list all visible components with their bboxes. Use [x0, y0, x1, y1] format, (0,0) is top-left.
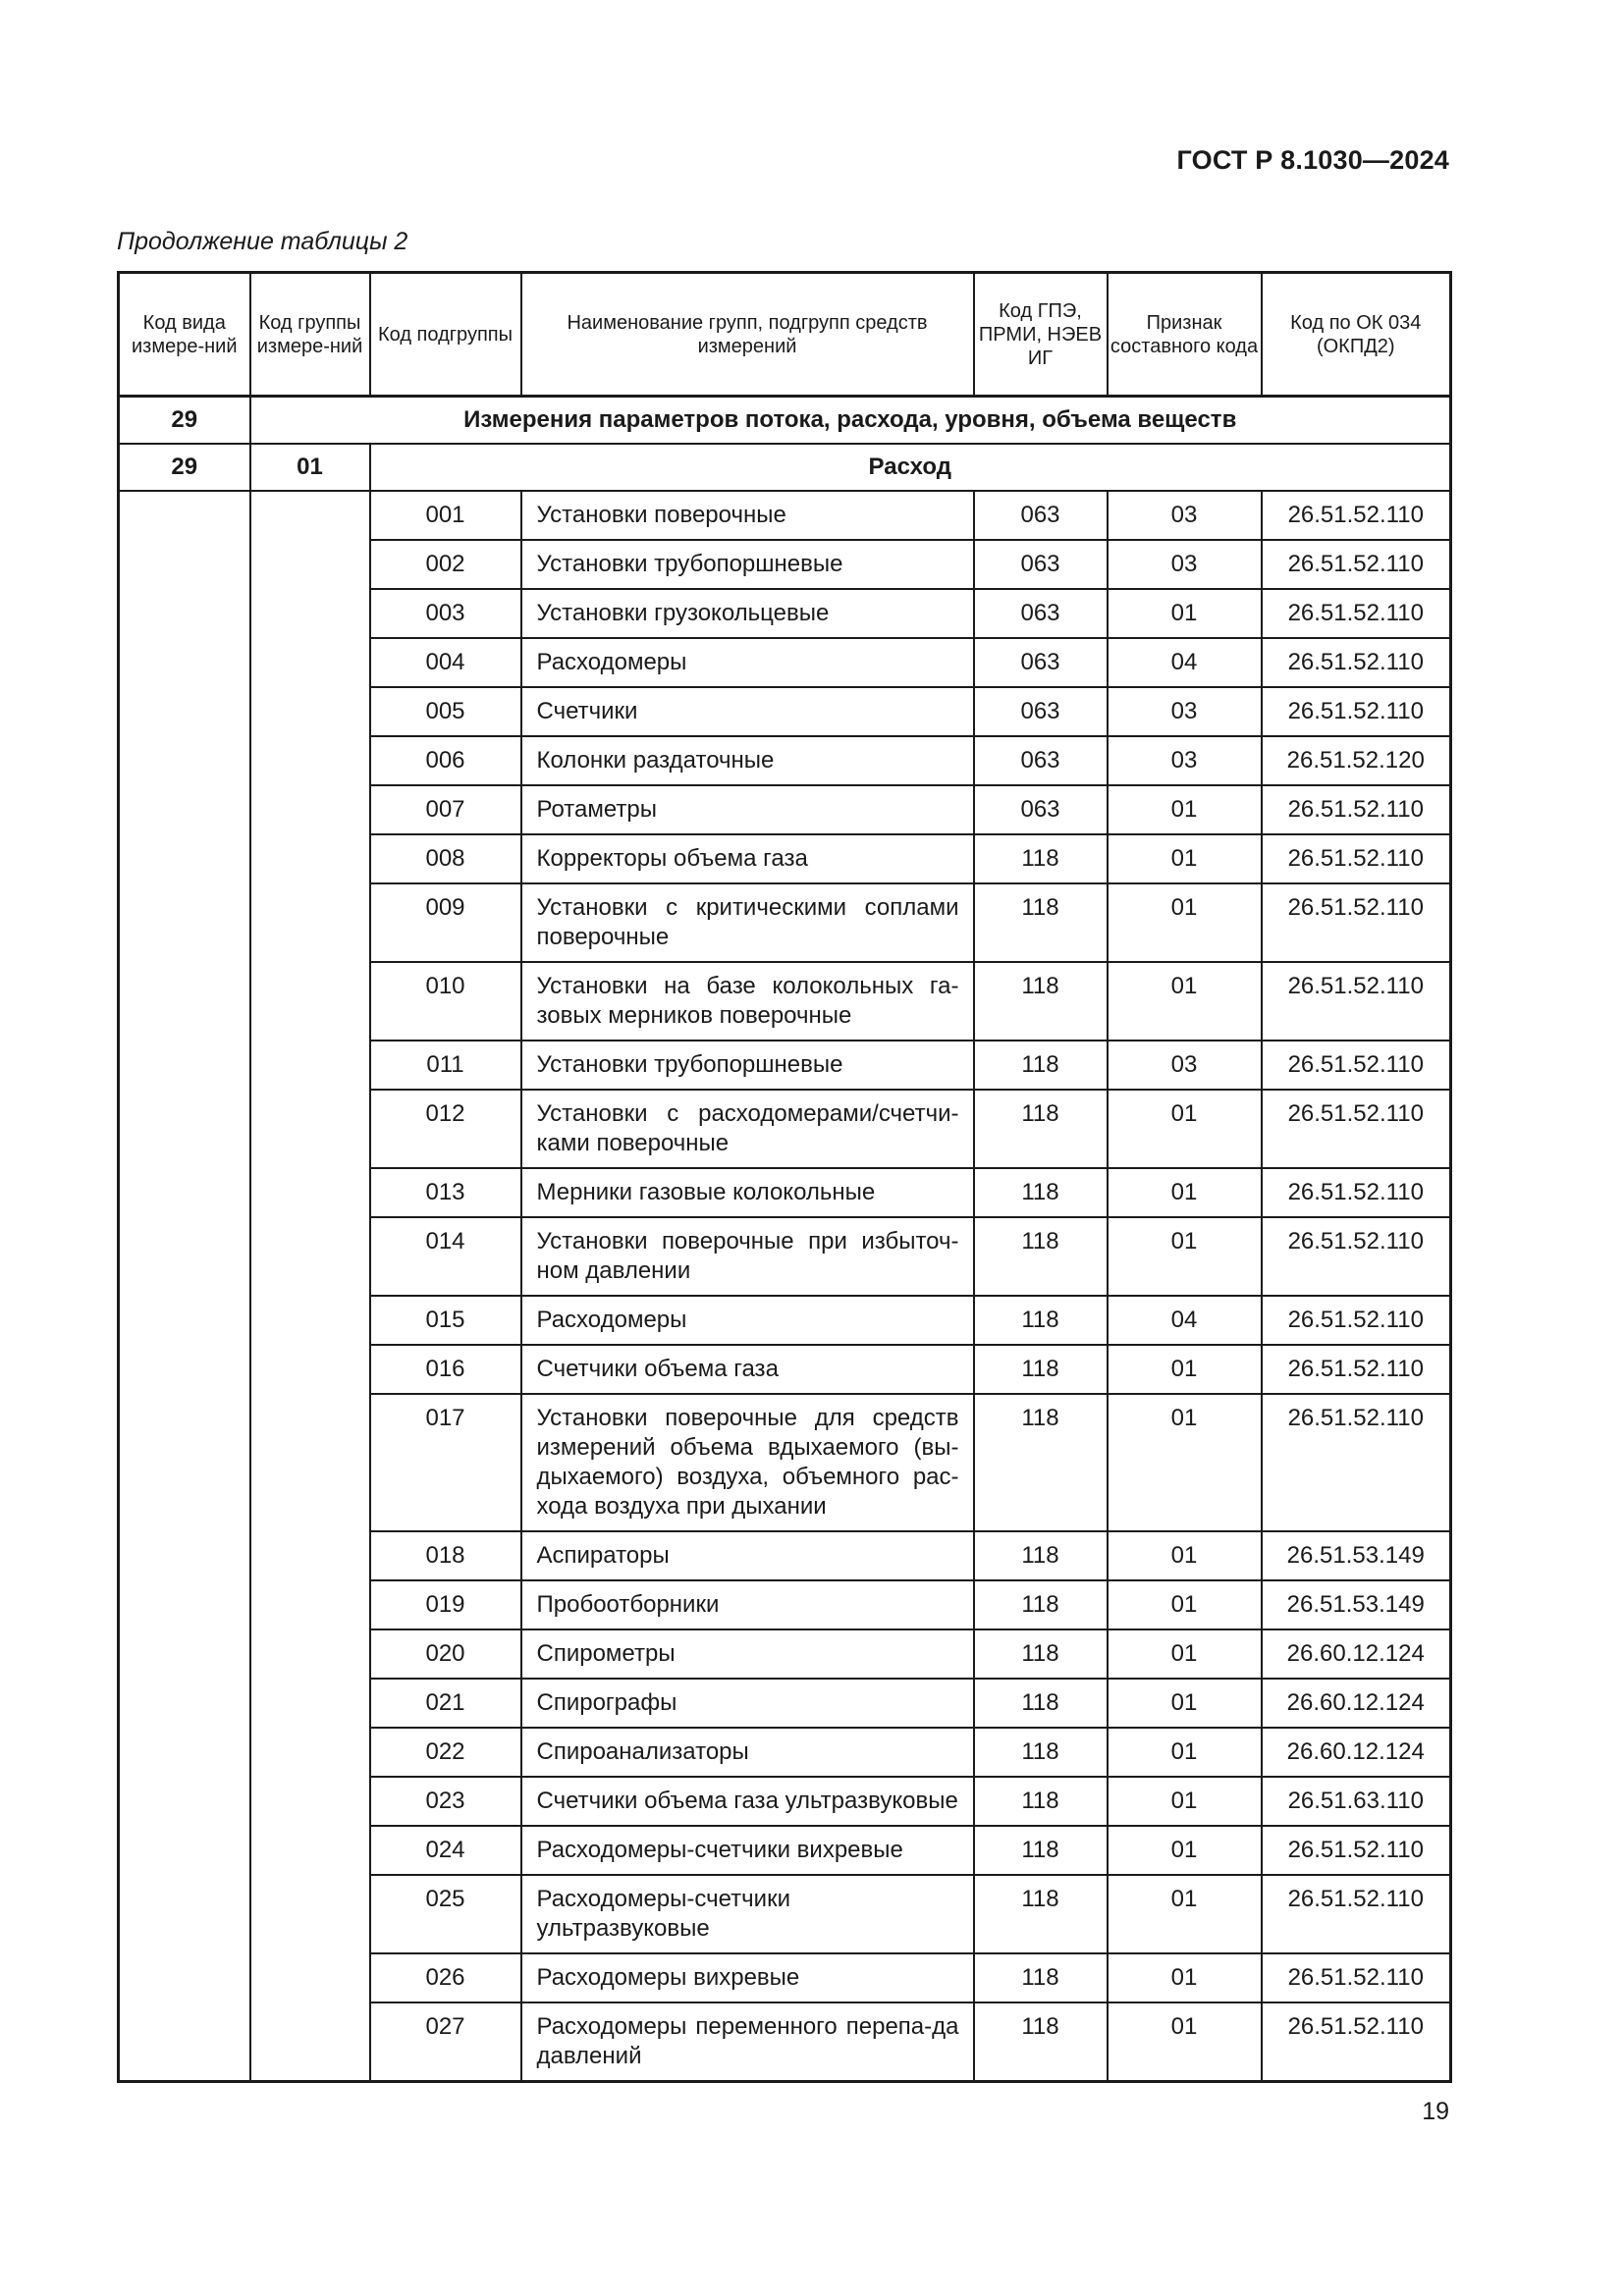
table-row — [119, 491, 1451, 540]
composite-flag-cell: 01 — [1108, 883, 1262, 962]
name-cell: Установки на базе колокольных га-зовых мерников поверочные — [521, 962, 974, 1041]
subgroup-code-cell: 002 — [370, 540, 521, 589]
name-cell: Спирометры — [521, 1629, 974, 1679]
section-row — [119, 397, 1451, 445]
section-title: Измерения параметров потока, расхода, уровня, объема веществ — [250, 397, 1451, 445]
okpd-code-cell: 26.51.52.110 — [1262, 1168, 1451, 1217]
gpe-code-cell: 118 — [974, 1826, 1108, 1875]
gpe-code-cell: 118 — [974, 2002, 1108, 2082]
subgroup-code-cell: 004 — [370, 638, 521, 687]
subgroup-code-cell: 017 — [370, 1394, 521, 1531]
composite-flag-cell: 01 — [1108, 1168, 1262, 1217]
okpd-code-cell: 26.51.52.110 — [1262, 491, 1451, 540]
composite-flag-cell: 01 — [1108, 589, 1262, 638]
measurement-codes-table — [117, 271, 1452, 2083]
name-cell: Спироанализаторы — [521, 1728, 974, 1777]
gpe-code-cell: 118 — [974, 962, 1108, 1041]
composite-flag-cell: 01 — [1108, 1580, 1262, 1629]
subgroup-code-cell: 009 — [370, 883, 521, 962]
subgroup-code-cell: 012 — [370, 1090, 521, 1168]
table-caption: Продолжение таблицы 2 — [117, 228, 408, 255]
okpd-code-cell: 26.51.52.120 — [1262, 736, 1451, 785]
okpd-code-cell: 26.51.52.110 — [1262, 1041, 1451, 1090]
column-header-composite-flag: Признак составного кода — [1108, 273, 1262, 397]
composite-flag-cell: 01 — [1108, 1728, 1262, 1777]
page-number: 19 — [1422, 2098, 1449, 2125]
column-header-gpe-code: Код ГПЭ, ПРМИ, НЭЕВ ИГ — [974, 273, 1108, 397]
name-cell: Расходомеры-счетчики ультразвуковые — [521, 1875, 974, 1953]
subgroup-code-cell: 008 — [370, 834, 521, 883]
gpe-code-cell: 118 — [974, 1679, 1108, 1728]
composite-flag-cell: 01 — [1108, 1090, 1262, 1168]
composite-flag-cell: 01 — [1108, 1953, 1262, 2002]
subgroup-code-cell: 018 — [370, 1531, 521, 1580]
column-header-okpd-code: Код по ОК 034 (ОКПД2) — [1262, 273, 1451, 397]
name-cell: Аспираторы — [521, 1531, 974, 1580]
okpd-code-cell: 26.51.53.149 — [1262, 1531, 1451, 1580]
composite-flag-cell: 01 — [1108, 1217, 1262, 1296]
document-code: ГОСТ Р 8.1030—2024 — [1176, 145, 1449, 175]
okpd-code-cell: 26.51.52.110 — [1262, 785, 1451, 834]
name-cell: Установки грузокольцевые — [521, 589, 974, 638]
table-header-row — [119, 273, 1451, 397]
subgroup-code-cell: 024 — [370, 1826, 521, 1875]
composite-flag-cell: 01 — [1108, 1679, 1262, 1728]
composite-flag-cell: 03 — [1108, 736, 1262, 785]
column-header-name: Наименование групп, подгрупп средств измерений — [521, 273, 974, 397]
name-cell: Расходомеры переменного перепа-да давлений — [521, 2002, 974, 2082]
okpd-code-cell: 26.51.63.110 — [1262, 1777, 1451, 1826]
name-cell: Корректоры объема газа — [521, 834, 974, 883]
composite-flag-cell: 01 — [1108, 1629, 1262, 1679]
gpe-code-cell: 118 — [974, 1728, 1108, 1777]
group-title: Расход — [370, 444, 1451, 491]
name-cell: Мерники газовые колокольные — [521, 1168, 974, 1217]
gpe-code-cell: 063 — [974, 491, 1108, 540]
subgroup-code-cell: 022 — [370, 1728, 521, 1777]
composite-flag-cell: 01 — [1108, 1345, 1262, 1394]
subgroup-code-cell: 005 — [370, 687, 521, 736]
subgroup-code-cell: 010 — [370, 962, 521, 1041]
okpd-code-cell: 26.51.52.110 — [1262, 1217, 1451, 1296]
okpd-code-cell: 26.51.52.110 — [1262, 1826, 1451, 1875]
composite-flag-cell: 01 — [1108, 1777, 1262, 1826]
gpe-code-cell: 118 — [974, 1090, 1108, 1168]
subgroup-code-cell: 025 — [370, 1875, 521, 1953]
gpe-code-cell: 118 — [974, 1217, 1108, 1296]
okpd-code-cell: 26.51.52.110 — [1262, 1090, 1451, 1168]
name-cell: Установки поверочные для средств измерений объема вдыхаемого (вы-дыхаемого) воздуха, объемного рас-хода воздуха при дыхании — [521, 1394, 974, 1531]
gpe-code-cell: 118 — [974, 1168, 1108, 1217]
composite-flag-cell: 04 — [1108, 1296, 1262, 1345]
okpd-code-cell: 26.51.52.110 — [1262, 962, 1451, 1041]
subgroup-code-cell: 001 — [370, 491, 521, 540]
composite-flag-cell: 03 — [1108, 491, 1262, 540]
gpe-code-cell: 118 — [974, 1875, 1108, 1953]
subgroup-code-cell: 013 — [370, 1168, 521, 1217]
gpe-code-cell: 118 — [974, 1580, 1108, 1629]
composite-flag-cell: 01 — [1108, 785, 1262, 834]
section-kind-code: 29 — [119, 397, 250, 445]
empty-group-cell — [250, 491, 370, 2082]
gpe-code-cell: 118 — [974, 1953, 1108, 2002]
subgroup-code-cell: 015 — [370, 1296, 521, 1345]
okpd-code-cell: 26.60.12.124 — [1262, 1728, 1451, 1777]
gpe-code-cell: 118 — [974, 1531, 1108, 1580]
name-cell: Установки трубопоршневые — [521, 1041, 974, 1090]
composite-flag-cell: 01 — [1108, 1394, 1262, 1531]
okpd-code-cell: 26.51.52.110 — [1262, 1345, 1451, 1394]
column-header-kind-code: Код вида измере-ний — [119, 273, 250, 397]
name-cell: Спирографы — [521, 1679, 974, 1728]
composite-flag-cell: 01 — [1108, 962, 1262, 1041]
column-header-group-code: Код группы измере-ний — [250, 273, 370, 397]
composite-flag-cell: 04 — [1108, 638, 1262, 687]
gpe-code-cell: 063 — [974, 638, 1108, 687]
subgroup-code-cell: 007 — [370, 785, 521, 834]
name-cell: Установки поверочные при избыточ-ном давлении — [521, 1217, 974, 1296]
subgroup-code-cell: 027 — [370, 2002, 521, 2082]
gpe-code-cell: 063 — [974, 687, 1108, 736]
name-cell: Установки трубопоршневые — [521, 540, 974, 589]
name-cell: Установки с критическими соплами поверочные — [521, 883, 974, 962]
subgroup-code-cell: 020 — [370, 1629, 521, 1679]
name-cell: Пробоотборники — [521, 1580, 974, 1629]
name-cell: Установки поверочные — [521, 491, 974, 540]
okpd-code-cell: 26.51.52.110 — [1262, 883, 1451, 962]
okpd-code-cell: 26.51.52.110 — [1262, 2002, 1451, 2082]
okpd-code-cell: 26.51.53.149 — [1262, 1580, 1451, 1629]
composite-flag-cell: 01 — [1108, 1826, 1262, 1875]
name-cell: Ротаметры — [521, 785, 974, 834]
okpd-code-cell: 26.51.52.110 — [1262, 589, 1451, 638]
okpd-code-cell: 26.51.52.110 — [1262, 638, 1451, 687]
gpe-code-cell: 063 — [974, 785, 1108, 834]
okpd-code-cell: 26.51.52.110 — [1262, 1296, 1451, 1345]
gpe-code-cell: 118 — [974, 834, 1108, 883]
name-cell: Расходомеры-счетчики вихревые — [521, 1826, 974, 1875]
subgroup-code-cell: 003 — [370, 589, 521, 638]
composite-flag-cell: 01 — [1108, 1531, 1262, 1580]
gpe-code-cell: 118 — [974, 1629, 1108, 1679]
group-code: 01 — [250, 444, 370, 491]
gpe-code-cell: 063 — [974, 540, 1108, 589]
subgroup-code-cell: 019 — [370, 1580, 521, 1629]
composite-flag-cell: 01 — [1108, 834, 1262, 883]
group-kind-code: 29 — [119, 444, 250, 491]
gpe-code-cell: 063 — [974, 589, 1108, 638]
subgroup-code-cell: 026 — [370, 1953, 521, 2002]
name-cell: Расходомеры — [521, 1296, 974, 1345]
subgroup-code-cell: 023 — [370, 1777, 521, 1826]
name-cell: Расходомеры вихревые — [521, 1953, 974, 2002]
okpd-code-cell: 26.51.52.110 — [1262, 1875, 1451, 1953]
name-cell: Счетчики — [521, 687, 974, 736]
composite-flag-cell: 01 — [1108, 2002, 1262, 2082]
gpe-code-cell: 118 — [974, 1041, 1108, 1090]
composite-flag-cell: 01 — [1108, 1875, 1262, 1953]
name-cell: Колонки раздаточные — [521, 736, 974, 785]
okpd-code-cell: 26.51.52.110 — [1262, 540, 1451, 589]
composite-flag-cell: 03 — [1108, 1041, 1262, 1090]
group-row — [119, 444, 1451, 491]
name-cell: Счетчики объема газа ультразвуковые — [521, 1777, 974, 1826]
subgroup-code-cell: 021 — [370, 1679, 521, 1728]
gpe-code-cell: 118 — [974, 1296, 1108, 1345]
empty-kind-cell — [119, 491, 250, 2082]
name-cell: Расходомеры — [521, 638, 974, 687]
gpe-code-cell: 118 — [974, 883, 1108, 962]
composite-flag-cell: 03 — [1108, 687, 1262, 736]
subgroup-code-cell: 014 — [370, 1217, 521, 1296]
gpe-code-cell: 063 — [974, 736, 1108, 785]
okpd-code-cell: 26.51.52.110 — [1262, 834, 1451, 883]
gpe-code-cell: 118 — [974, 1345, 1108, 1394]
okpd-code-cell: 26.51.52.110 — [1262, 687, 1451, 736]
gpe-code-cell: 118 — [974, 1777, 1108, 1826]
subgroup-code-cell: 016 — [370, 1345, 521, 1394]
okpd-code-cell: 26.60.12.124 — [1262, 1629, 1451, 1679]
name-cell: Счетчики объема газа — [521, 1345, 974, 1394]
subgroup-code-cell: 011 — [370, 1041, 521, 1090]
composite-flag-cell: 03 — [1108, 540, 1262, 589]
subgroup-code-cell: 006 — [370, 736, 521, 785]
okpd-code-cell: 26.51.52.110 — [1262, 1953, 1451, 2002]
gpe-code-cell: 118 — [974, 1394, 1108, 1531]
name-cell: Установки с расходомерами/счетчи-ками поверочные — [521, 1090, 974, 1168]
okpd-code-cell: 26.60.12.124 — [1262, 1679, 1451, 1728]
column-header-subgroup-code: Код подгруппы — [370, 273, 521, 397]
okpd-code-cell: 26.51.52.110 — [1262, 1394, 1451, 1531]
